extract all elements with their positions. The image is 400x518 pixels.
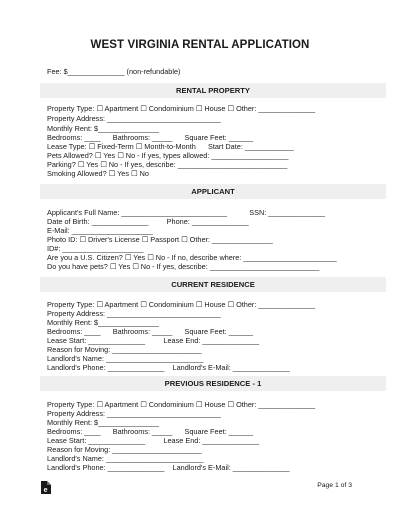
form-line: Lease Type: ☐ Fixed-Term ☐ Month-to-Month Start Date: ____________ (47, 142, 294, 151)
section-header-previous-residence-1 (40, 376, 386, 391)
section-heading: APPLICANT (191, 187, 235, 196)
form-line: Reason for Moving: ______________________ (47, 445, 202, 454)
form-line: Reason for Moving: ______________________ (47, 345, 202, 354)
page-number: Page 1 of 3 (317, 482, 352, 489)
fee-line: Fee: $______________ (non-refundable) (47, 67, 181, 76)
form-line: Bedrooms: ____ Bathrooms: _____ Square Feet: ______ (47, 133, 254, 142)
form-line: Monthly Rent: $_______________ (47, 318, 159, 327)
form-line: Landlord's Name: ________________________ (47, 454, 204, 463)
section-header-current-residence (40, 277, 386, 292)
section-heading: CURRENT RESIDENCE (171, 280, 255, 289)
document-title: WEST VIRGINIA RENTAL APPLICATION (90, 39, 310, 51)
form-line: Pets Allowed? ☐ Yes ☐ No - If yes, types allowed: ___________________ (47, 151, 289, 160)
form-line: Property Type: ☐ Apartment ☐ Condominium ☐ House ☐ Other: ______________ (47, 400, 316, 409)
svg-text:e: e (43, 486, 48, 494)
section-heading: RENTAL PROPERTY (176, 86, 250, 95)
form-line: Property Address: ____________________________ (47, 409, 221, 418)
form-line: Photo ID: ☐ Driver's License ☐ Passport ☐ Other: _______________ (47, 235, 273, 244)
form-line: Monthly Rent: $_______________ (47, 418, 159, 427)
form-line: Landlord's Name: ________________________ (47, 354, 204, 363)
form-line: Lease Start: ______________ Lease End: ______________ (47, 336, 260, 345)
section-heading: PREVIOUS RESIDENCE - 1 (164, 379, 262, 388)
form-line: Monthly Rent: $_______________ (47, 124, 159, 133)
form-line: Landlord's Phone: ______________ Landlord's E-Mail: ______________ (47, 363, 290, 372)
form-line: Property Address: ____________________________ (47, 114, 221, 123)
form-line: Landlord's Phone: ______________ Landlord's E-Mail: ______________ (47, 463, 290, 472)
form-line: E-Mail: ____________________ (47, 226, 153, 235)
form-line: Bedrooms: ____ Bathrooms: _____ Square Feet: ______ (47, 327, 254, 336)
form-line: Property Address: ____________________________ (47, 309, 221, 318)
form-line: Bedrooms: ____ Bathrooms: _____ Square Feet: ______ (47, 427, 254, 436)
form-line: Are you a U.S. Citizen? ☐ Yes ☐ No - If no, describe where: _______________________ (47, 253, 337, 262)
form-line: Do you have pets? ☐ Yes ☐ No - If yes, describe: ___________________________ (47, 262, 320, 271)
eforms-logo-icon (40, 481, 51, 494)
section-header-applicant (40, 184, 386, 199)
form-line: Smoking Allowed? ☐ Yes ☐ No (47, 169, 149, 178)
form-line: Lease Start: ______________ Lease End: ______________ (47, 436, 260, 445)
form-line: Property Type: ☐ Apartment ☐ Condominium ☐ House ☐ Other: ______________ (47, 300, 316, 309)
form-line: Property Type: ☐ Apartment ☐ Condominium ☐ House ☐ Other: ______________ (47, 104, 316, 113)
form-line: Applicant's Full Name: __________________________ SSN: ______________ (47, 208, 326, 217)
section-header-rental-property (40, 83, 386, 98)
form-line: ID#: ____________________ (47, 244, 144, 253)
form-line: Parking? ☐ Yes ☐ No - If yes, describe: ___________________________ (47, 160, 288, 169)
form-line: Date of Birth: ______________ Phone: ______________ (47, 217, 249, 226)
